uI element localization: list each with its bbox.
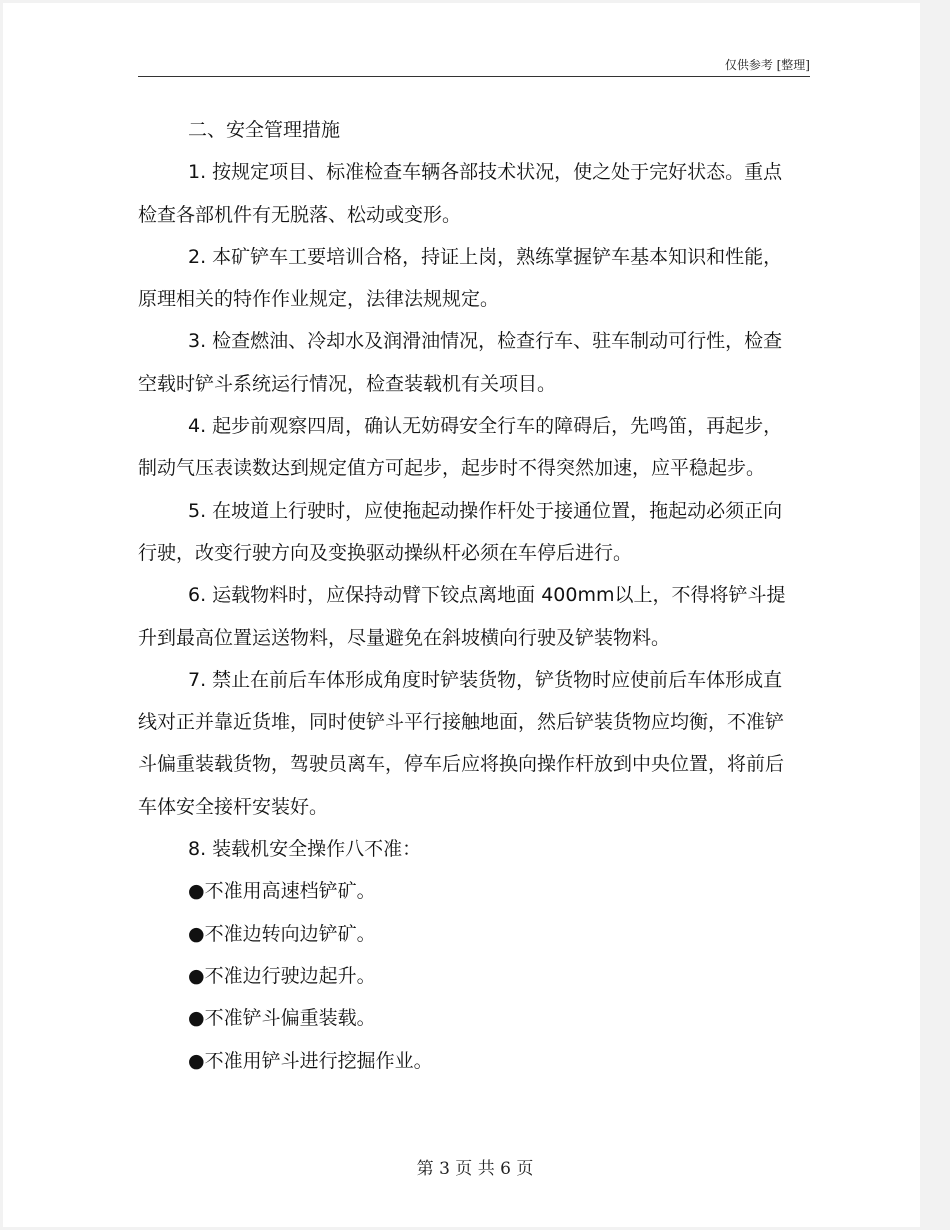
page-footer: 第 3 页 共 6 页 [416, 1159, 534, 1179]
page-header: 仅供参考 [整理] [724, 58, 810, 72]
bullet-item: ●不准用高速档铲矿。 [188, 880, 376, 903]
bullet-item: ●不准边转向边铲矿。 [188, 922, 376, 945]
bullet-item: ●不准边行驶边起升。 [188, 964, 376, 987]
paragraph: 8. 装载机安全操作八不准： [188, 838, 422, 861]
paragraph: 1. 按规定项目、标准检查车辆各部技术状况，使之处于完好状态。重点检查各部机件有无脱落、松动或变形。 [138, 161, 783, 226]
paragraph: 3. 检查燃油、冷却水及润滑油情况，检查行车、驻车制动可行性，检查空载时铲斗系统运行情况，检查装载机有关项目。 [138, 330, 783, 395]
bullet-item: ●不准铲斗偏重装载。 [188, 1007, 376, 1030]
document-body [138, 109, 798, 1082]
section-heading: 二、安全管理措施 [188, 119, 341, 141]
paragraph: 5. 在坡道上行驶时，应使拖起动操作杆处于接通位置，拖起动必须正向行驶，改变行驶方向及变换驱动操纵杆必须在车停后进行。 [138, 499, 783, 564]
paragraph: 7. 禁止在前后车体形成角度时铲装货物，铲货物时应使前后车体形成直线对正并靠近货堆，同时使铲斗平行接触地面，然后铲装货物应均衡，不准铲斗偏重装载货物，驾驶员离车，停车后应将换向操作杆放到中央位置，将前后车体安全接杆安装好。 [138, 668, 785, 818]
paragraph: 4. 起步前观察四周，确认无妨碍安全行车的障碍后，先鸣笛，再起步，制动气压表读数达到规定值方可起步，起步时不得突然加速，应平稳起步。 [138, 415, 783, 480]
paragraph: 6. 运载物料时，应保持动臂下铰点离地面 400mm以上，不得将铲斗提升到最高位置运送物料，尽量避免在斜坡横向行驶及铲装物料。 [138, 584, 786, 649]
bullet-item: ●不准用铲斗进行挖掘作业。 [188, 1049, 433, 1072]
header-divider [138, 76, 810, 77]
paragraph: 2. 本矿铲车工要培训合格，持证上岗，熟练掌握铲车基本知识和性能，原理相关的特作作业规定，法律法规规定。 [138, 245, 783, 311]
